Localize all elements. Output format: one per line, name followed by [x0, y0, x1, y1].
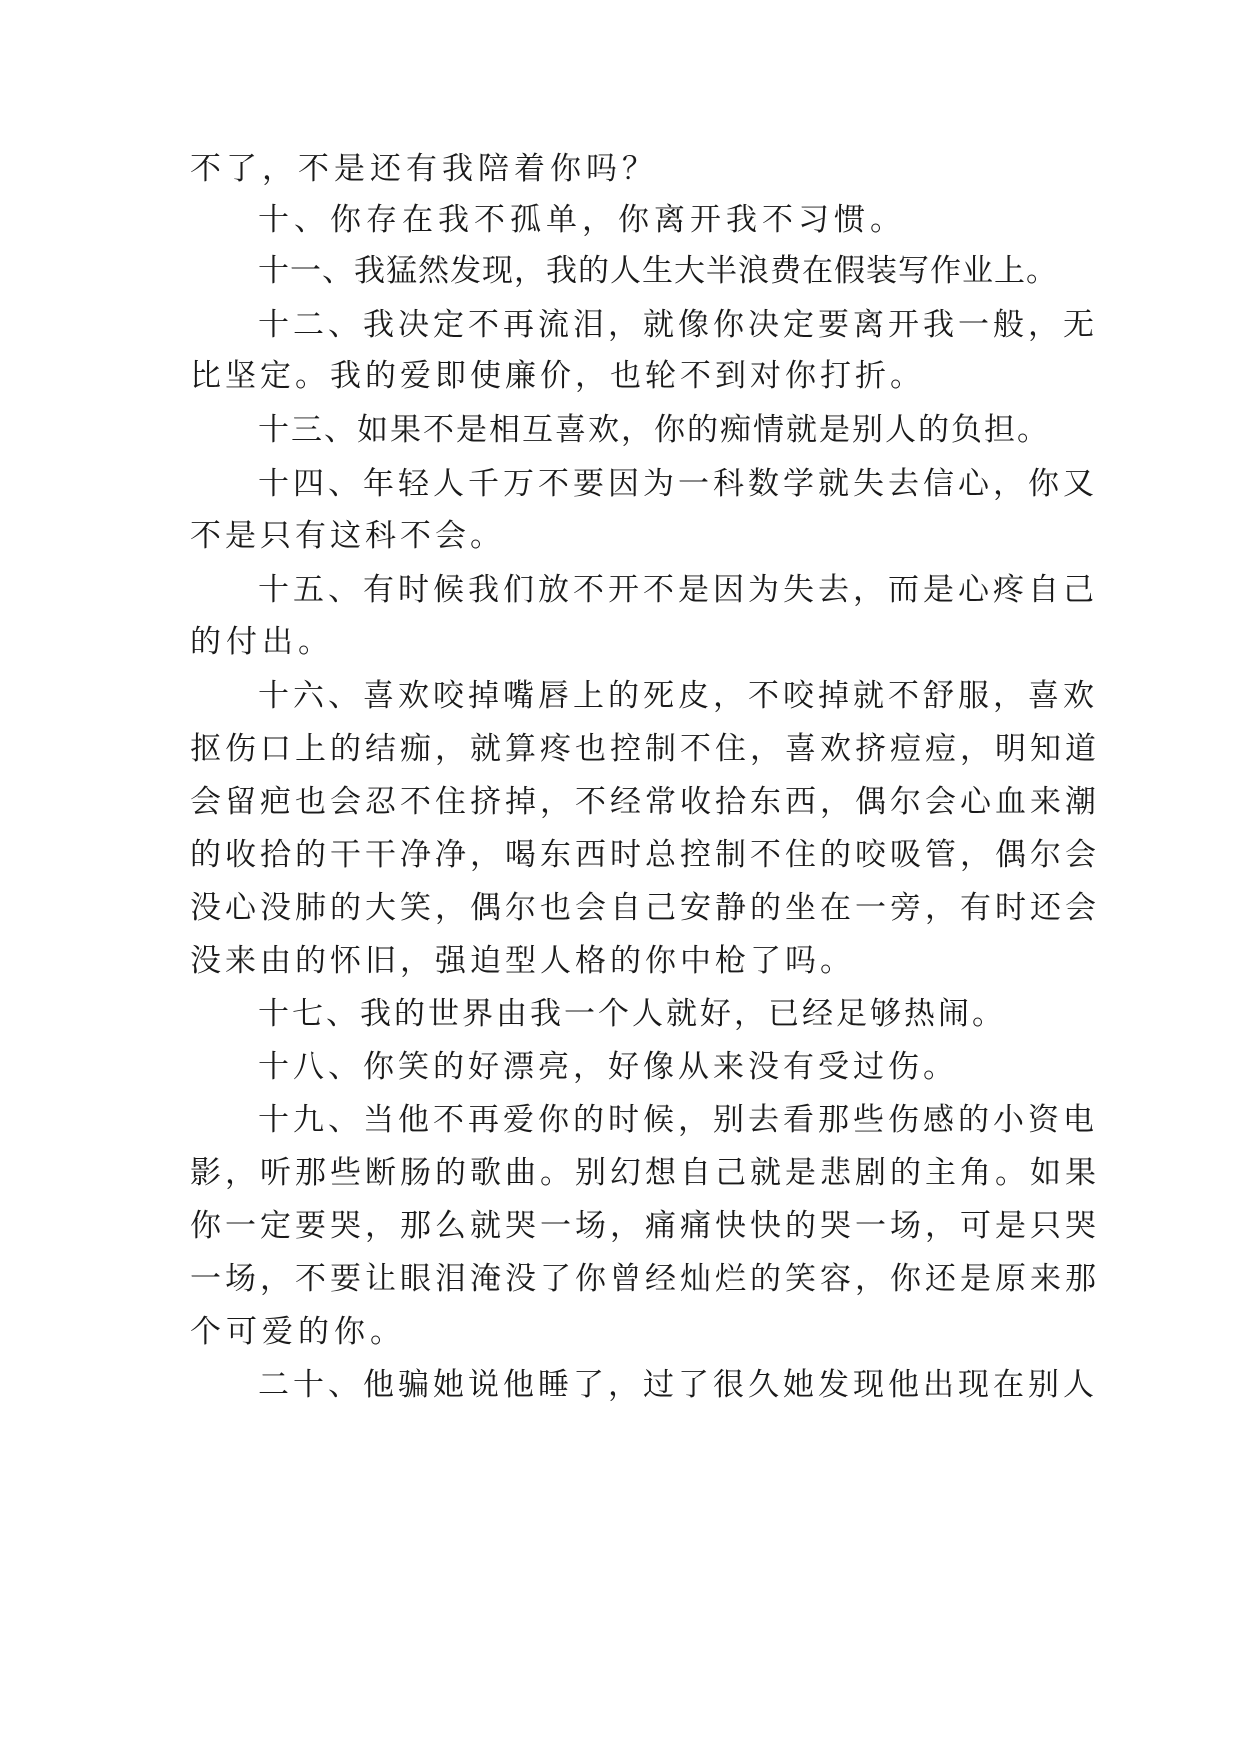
text-line-7: 十四、年轻人千万不要因为一科数学就失去信心，你又 [258, 466, 1098, 502]
text-line-8: 不是只有这科不会。 [190, 518, 505, 554]
text-line-20: 影，听那些断肠的歌曲。别幻想自己就是悲剧的主角。如果 [190, 1155, 1100, 1191]
text-line-9: 十五、有时候我们放不开不是因为失去，而是心疼自己 [258, 572, 1098, 608]
text-line-21: 你一定要哭，那么就哭一场，痛痛快快的哭一场，可是只哭 [190, 1208, 1100, 1244]
text-line-24: 二十、他骗她说他睡了，过了很久她发现他出现在别人 [258, 1367, 1098, 1403]
text-line-6: 十三、如果不是相互喜欢，你的痴情就是别人的负担。 [258, 412, 1050, 448]
text-line-11: 十六、喜欢咬掉嘴唇上的死皮，不咬掉就不舒服，喜欢 [258, 678, 1098, 714]
text-line-19: 十九、当他不再爱你的时候，别去看那些伤感的小资电 [258, 1102, 1098, 1138]
text-line-1: 不了，不是还有我陪着你吗？ [190, 151, 658, 187]
text-line-5: 比坚定。我的爱即使廉价，也轮不到对你打折。 [190, 358, 925, 394]
text-line-15: 没心没肺的大笑，偶尔也会自己安静的坐在一旁，有时还会 [190, 890, 1100, 926]
text-line-10: 的付出。 [190, 624, 334, 660]
text-line-13: 会留疤也会忍不住挤掉，不经常收拾东西，偶尔会心血来潮 [190, 784, 1100, 820]
text-line-23: 个可爱的你。 [190, 1314, 406, 1350]
text-line-14: 的收拾的干干净净，喝东西时总控制不住的咬吸管，偶尔会 [190, 837, 1100, 873]
text-line-17: 十七、我的世界由我一个人就好，已经足够热闹。 [258, 996, 1006, 1032]
text-line-2: 十、你存在我不孤单，你离开我不习惯。 [258, 202, 906, 238]
text-line-16: 没来由的怀旧，强迫型人格的你中枪了吗。 [190, 943, 855, 979]
text-line-12: 抠伤口上的结痂，就算疼也控制不住，喜欢挤痘痘，明知道 [190, 731, 1100, 767]
text-line-22: 一场，不要让眼泪淹没了你曾经灿烂的笑容，你还是原来那 [190, 1261, 1100, 1297]
text-line-4: 十二、我决定不再流泪，就像你决定要离开我一般，无 [258, 307, 1098, 343]
text-line-18: 十八、你笑的好漂亮，好像从来没有受过伤。 [258, 1049, 958, 1085]
text-line-3: 十一、我猛然发现，我的人生大半浪费在假装写作业上。 [258, 253, 1058, 289]
